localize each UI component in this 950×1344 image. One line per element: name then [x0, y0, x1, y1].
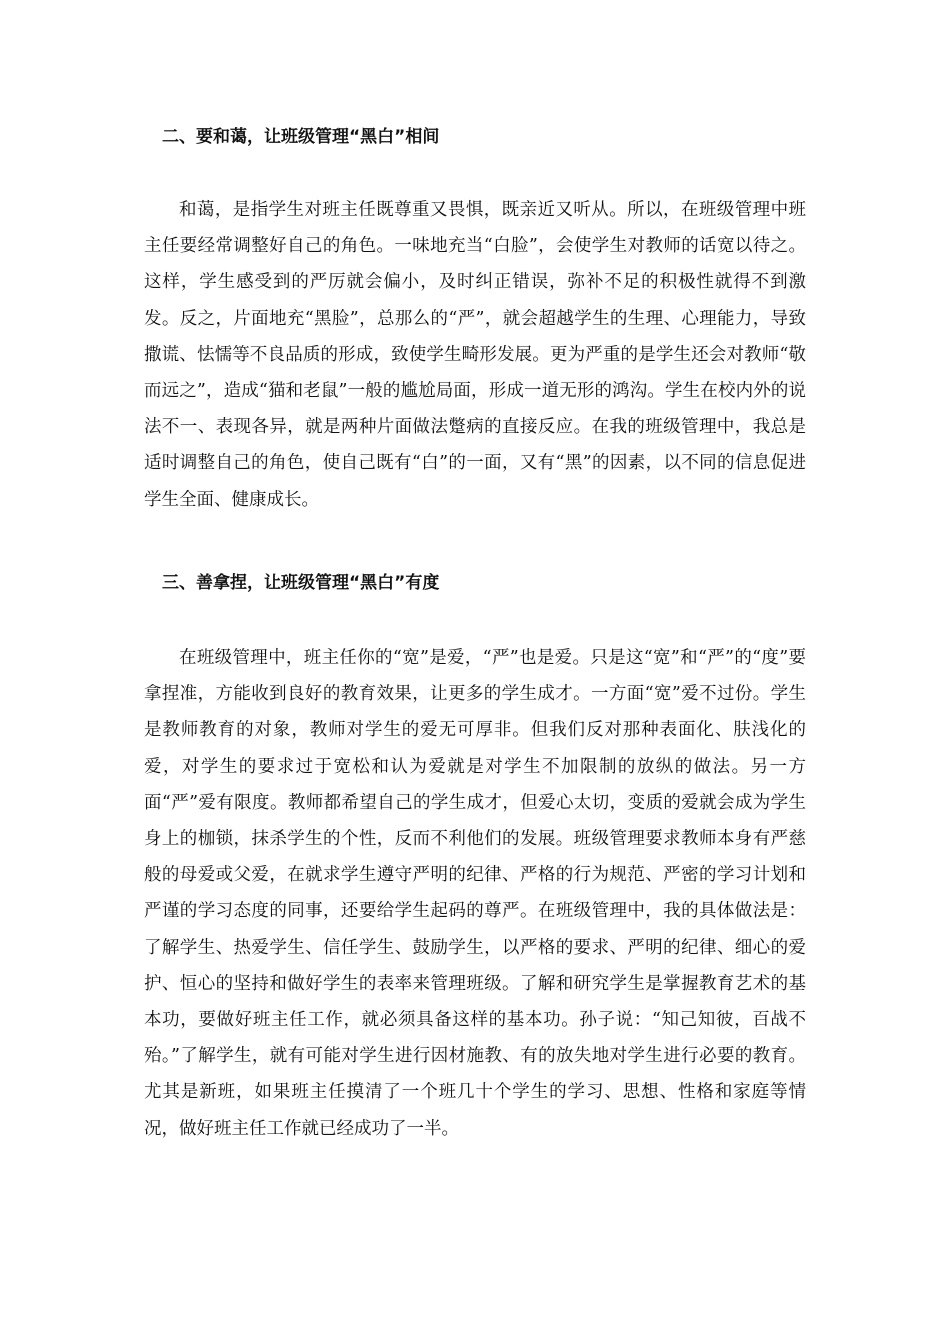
- section-paragraph-3: 在班级管理中，班主任你的“宽”是爱，“严”也是爱。只是这“宽”和“严”的“度”要拿捏准，方能收到良好的教育效果，让更多的学生成才。一方面“宽”爱不过份。学生是教师教育的对象，教师对学生的爱无可厚非。但我们反对那种表面化、肤浅化的爱，对学生的要求过于宽松和认为爱就是对学生不加限制的放纵的做法。另一方面“严”爱有限度。教师都希望自己的学生成才，但爱心太切，变质的爱就会成为学生身上的枷锁，抹杀学生的个性，反而不利他们的发展。班级管理要求教师本身有严慈般的母爱或父爱，在就求学生遵守严明的纪律、严格的行为规范、严密的学习计划和严谨的学习态度的同事，还要给学生起码的尊严。在班级管理中，我的具体做法是：了解学生、热爱学生、信任学生、鼓励学生，以严格的要求、严明的纪律、细心的爱护、恒心的坚持和做好学生的表率来管理班级。了解和研究学生是掌握教育艺术的基本功，要做好班主任工作，就必须具备这样的基本功。孙子说：“知己知彼，百战不殆。”了解学生，就有可能对学生进行因材施教、有的放失地对学生进行必要的教育。尤其是新班，如果班主任摸清了一个班几十个学生的学习、思想、性格和家庭等情况，做好班主任工作就已经成功了一半。: [144, 648, 806, 1139]
- section-paragraph-2: 和蔼，是指学生对班主任既尊重又畏惧，既亲近又听从。所以，在班级管理中班主任要经常调整好自己的角色。一味地充当“白脸”，会使学生对教师的话宽以待之。这样，学生感受到的严厉就会偏小，及时纠正错误，弥补不足的积极性就得不到激发。反之，片面地充“黑脸”，总那么的“严”，就会超越学生的生理、心理能力，导致撒谎、怯懦等不良品质的形成，致使学生畸形发展。更为严重的是学生还会对教师“敬而远之”，造成“猫和老鼠”一般的尴尬局面，形成一道无形的鸿沟。学生在校内外的说法不一、表现各异，就是两种片面做法蹩病的直接反应。在我的班级管理中，我总是适时调整自己的角色，使自己既有“白”的一面，又有“黑”的因素，以不同的信息促进学生全面、健康成长。: [144, 200, 806, 510]
- section-heading-2: 二、要和蔼，让班级管理“黑白”相间: [162, 127, 440, 147]
- section-heading-3: 三、善拿捏，让班级管理“黑白”有度: [162, 573, 440, 593]
